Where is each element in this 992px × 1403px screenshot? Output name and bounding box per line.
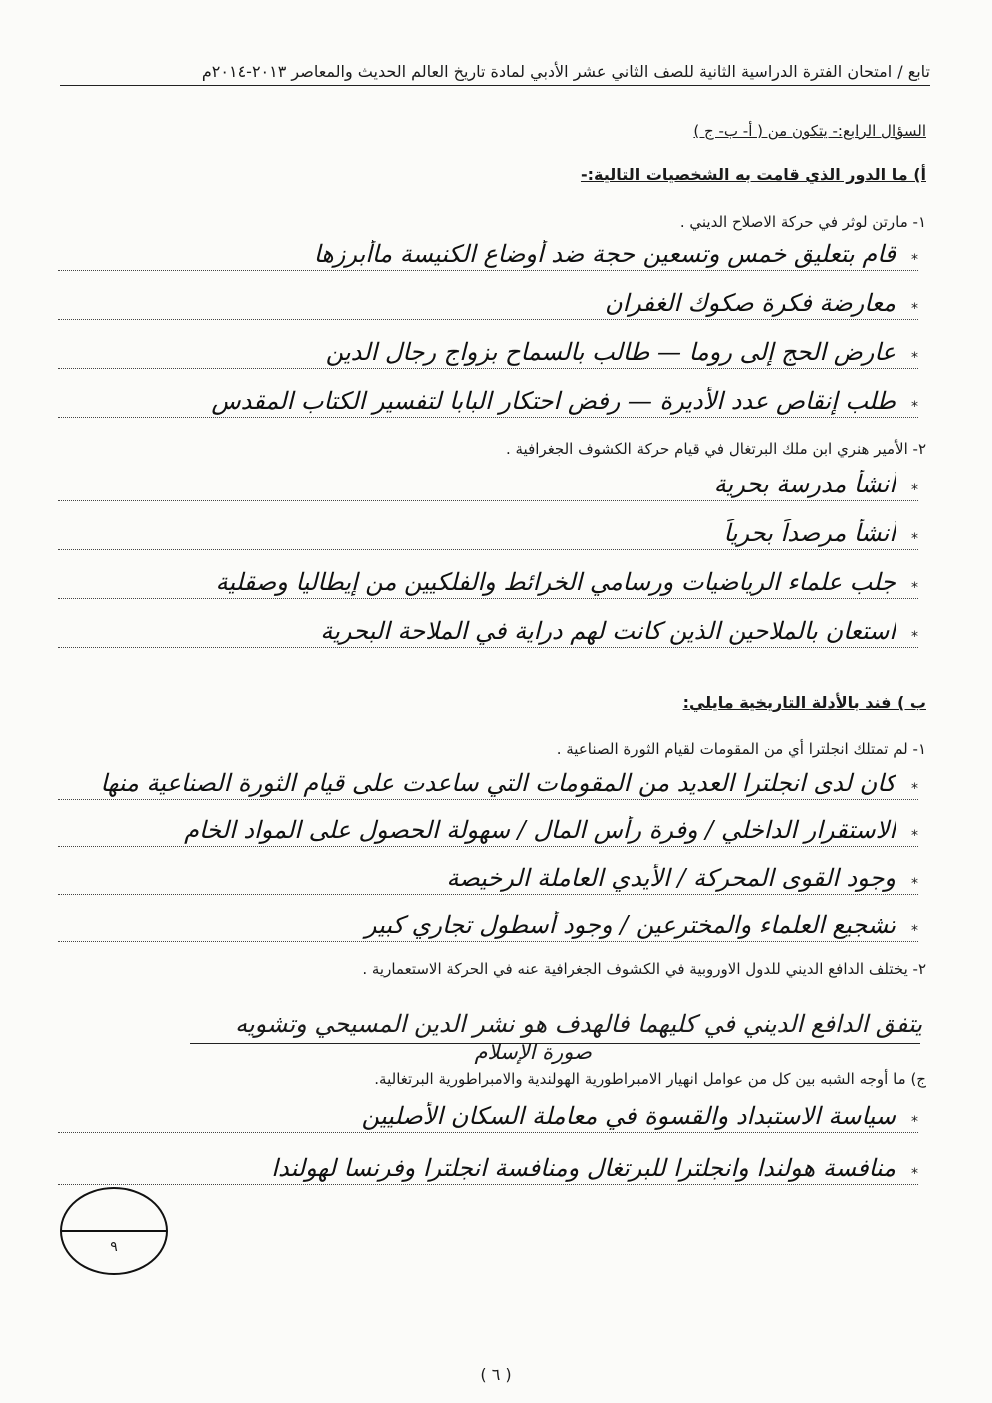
handwritten-answer: الاستقرار الداخلي / وفرة رأس المال / سهولة الحصول على المواد الخام xyxy=(184,816,896,844)
answer-line: * منافسة هولندا وانجلترا للبرتغال ومنافسة انجلترا وفرنسا لهولندا xyxy=(58,1150,918,1185)
exam-header: تابع / امتحان الفترة الدراسية الثانية للصف الثاني عشر الأدبي لمادة تاريخ العالم الحديث والمعاصر ٢٠١٣-٢٠١٤م xyxy=(60,62,930,86)
handwritten-answer: طلب إنقاص عدد الأديرة — رفض احتكار البابا لتفسير الكتاب المقدس xyxy=(211,387,896,415)
answer-line: * معارضة فكرة صكوك الغفران xyxy=(58,285,918,320)
handwritten-answer: قام بتعليق خمس وتسعين حجة ضد أوضاع الكنيسة ماأبرزها xyxy=(313,240,896,268)
section-c-title: ج) ما أوجه الشبه بين كل من عوامل انهيار الامبراطورية الهولندية والامبراطورية البرتغالية. xyxy=(374,1070,926,1088)
answer-line: * وجود القوى المحركة / الأيدي العاملة الرخيصة xyxy=(58,860,918,895)
answer-line: * تشجيع العلماء والمخترعين / وجود أسطول تجاري كبير xyxy=(58,907,918,942)
answer-line: * استعان بالملاحين الذين كانت لهم دراية في الملاحة البحرية xyxy=(58,613,918,648)
handwritten-answer: أنشأ مدرسة بحرية xyxy=(713,470,896,498)
handwritten-answer: صورة الإسلام xyxy=(474,1040,592,1064)
section-b-q2-prompt: ٢- يختلف الدافع الديني للدول الاوروبية في الكشوف الجغرافية عنه في الحركة الاستعمارية . xyxy=(362,960,926,978)
handwritten-answer: كان لدى انجلترا العديد من المقومات التي ساعدت على قيام الثورة الصناعية منها xyxy=(100,769,896,797)
handwritten-answer: معارضة فكرة صكوك الغفران xyxy=(604,289,896,317)
handwritten-answer: عارض الحج إلى روما — طالب بالسماح بزواج رجال الدين xyxy=(325,338,896,366)
handwritten-answer: استعان بالملاحين الذين كانت لهم دراية في الملاحة البحرية xyxy=(320,617,896,645)
answer-line: * طلب إنقاص عدد الأديرة — رفض احتكار البابا لتفسير الكتاب المقدس xyxy=(58,383,918,418)
grade-value: ٩ xyxy=(110,1239,118,1255)
handwritten-answer: وجود القوى المحركة / الأيدي العاملة الرخيصة xyxy=(446,864,896,892)
handwritten-answer: أنشأ مرصداً بحرياً xyxy=(723,519,896,547)
section-a-title: أ) ما الدور الذي قامت به الشخصيات التالية:- xyxy=(580,165,926,184)
answer-line: * قام بتعليق خمس وتسعين حجة ضد أوضاع الكنيسة ماأبرزها xyxy=(58,236,918,271)
answer-line: * سياسة الاستبداد والقسوة في معاملة السكان الأصليين xyxy=(58,1098,918,1133)
section-b-title: ب ) فند بالأدلة التاريخية مايلي: xyxy=(682,693,926,712)
section-b-q1-prompt: ١- لم تمتلك انجلترا أي من المقومات لقيام الثورة الصناعية . xyxy=(556,740,926,758)
handwritten-answer: سياسة الاستبداد والقسوة في معاملة السكان الأصليين xyxy=(361,1102,896,1130)
handwritten-answer: جلب علماء الرياضيات ورسامي الخرائط والفلكيين من إيطاليا وصقلية xyxy=(215,568,896,596)
answer-line: * كان لدى انجلترا العديد من المقومات التي ساعدت على قيام الثورة الصناعية منها xyxy=(58,765,918,800)
answer-line: * جلب علماء الرياضيات ورسامي الخرائط والفلكيين من إيطاليا وصقلية xyxy=(58,564,918,599)
answer-line: * عارض الحج إلى روما — طالب بالسماح بزواج رجال الدين xyxy=(58,334,918,369)
question-4-title: السؤال الرابع:- يتكون من ( أ- ب- ج ) xyxy=(693,122,926,140)
page-number: ( ٦ ) xyxy=(480,1365,512,1384)
section-a-q1-prompt: ١- مارتن لوثر في حركة الاصلاح الديني . xyxy=(679,213,926,231)
handwritten-answer: منافسة هولندا وانجلترا للبرتغال ومنافسة انجلترا وفرنسا لهولندا xyxy=(271,1154,896,1182)
answer-line: * أنشأ مرصداً بحرياً xyxy=(58,515,918,550)
answer-line: * الاستقرار الداخلي / وفرة رأس المال / سهولة الحصول على المواد الخام xyxy=(58,812,918,847)
answer-line: * أنشأ مدرسة بحرية xyxy=(58,466,918,501)
handwritten-answer: يتفق الدافع الديني في كليهما فالهدف هو نشر الدين المسيحي وتشويه xyxy=(235,1010,922,1038)
handwritten-answer: تشجيع العلماء والمخترعين / وجود أسطول تجاري كبير xyxy=(364,911,896,939)
grade-circle xyxy=(60,1187,168,1275)
section-a-q2-prompt: ٢- الأمير هنري ابن ملك البرتغال في قيام حركة الكشوف الجغرافية . xyxy=(505,440,926,458)
